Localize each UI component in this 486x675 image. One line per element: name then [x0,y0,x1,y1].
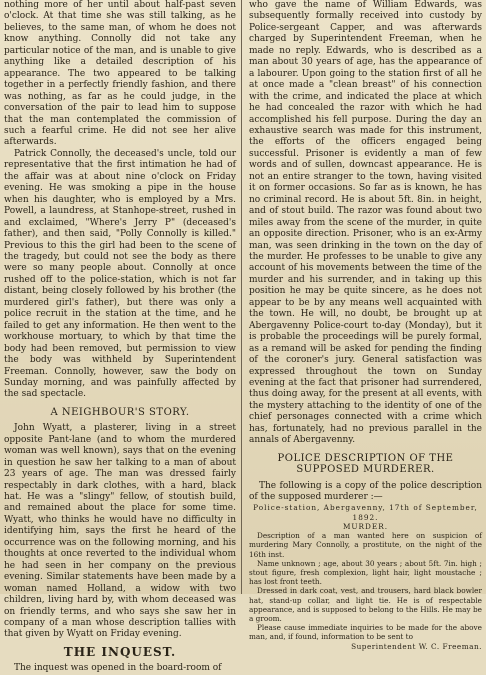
section-heading-neighbour-story: A NEIGHBOUR'S STORY. [50,406,190,418]
notice-title: MURDER. [342,521,389,531]
article-paragraph: The inquest was opened in the board-room of [14,663,222,674]
article-paragraph: John Wyatt, a plasterer, living in a street opposite Pant-lane (and to whom the murdered woman was well known), says that on the evening in question he saw her talking to a man of about 23 years of age. The man was dressed fairly respectably in dark clothes, with a hard, black hat. He was a "slingy" fellow, of stoutish build, and remained about the place for some time. Wyatt, who thinks he would have no difficulty in identifying him, says the first he heard of the occurrence was on the following morning, and his thoughts at once reverted to the individual whom he had seen in her company on the previous evening. Similar statements have been made by a woman named Holland, a widow with two children, living hard by, with whom deceased was on friendly terms, and who says she saw her in company of a man whose description tallies with that given by Wyatt on Friday evening. [4,423,236,640]
column-rule [241,0,242,594]
police-notice [249,503,482,650]
notice-paragraph: Please cause immediate inquiries to be made for the above man, and, if found, information to be sent to [249,623,482,642]
section-heading-police-description: POLICE DESCRIPTION OF THE SUPPOSED MURDERER. [277,452,454,476]
notice-dateline: Police-station, Abergavenny, 17th of September, 1892. [253,503,478,522]
article-paragraph: who gave the name of William Edwards, was subsequently formally received into custody by Police-sergeant Capper, and was afterwards charged by Superintendent Freeman, when he made no reply. Edwards, who is described as a man about 30 years of age, has the appearance of a labourer. Upon going to the station first of all he at once made a "clean breast" of his connection with the crime, and indicated the place at which he had concealed the razor with which he had accomplished his fell purpose. During the day an exhaustive search was made for this instrument, the efforts of the officers engaged being successful. Prisoner is evidently a man of few words and of sullen, downcast appearance. He is not an entire stranger to the town, having visited it on former occasions. So far as is known, he has no criminal record. He is about 5ft. 8in. in height, and of stout build. The razor was found about two miles away from the scene of the murder, in quite an opposite direction. Prisoner, who is an ex-Army man, was seen drinking in the town on the day of the murder. He professes to be unable to give any account of his movements between the time of the murder and his surrender, and in taking up this position he may be quite sincere, as he does not appear to be by any means well acquainted with the town. He will, no doubt, be brought up at Abergavenny Police-court to-day (Monday), but it is probable the proceedings will be purely formal, as a remand will be asked for pending the finding of the coroner's jury. General satisfaction was expressed throughout the town on Sunday evening at the fact that prisoner had surrendered, thus doing away, for the present at all events, with the mystery attaching to the identity of one of the chief personages connected with a crime which has, fortunately, had no previous parallel in the annals of Abergavenny. [249,0,482,446]
notice-paragraph: Description of a man wanted here on suspicion of murdering Mary Connolly, a prostitute, on the night of the 16th inst. [249,531,482,559]
notice-signature: Superintendent W. C. Freeman. [351,641,482,651]
section-heading-inquest: THE INQUEST. [63,644,177,659]
article-paragraph: Patrick Connolly, the deceased's uncle, told our representative that the first intimation he had of the affair was at about nine o'clock on Friday evening. He was smoking a pipe in the house when his daughter, who is employed by a Mrs. Powell, a laundress, at Stanhope-street, rushed in and exclaimed, "Where's Jerry P" (deceased's father), and then said, "Polly Connolly is killed." Previous to this the girl had been to the scene of the tragedy, but could not see the body as there were so many people about. Connolly at once rushed off to the police-station, which is not far distant, being closely followed by his brother (the murdered girl's father), but there was only a police recruit in the station at the time, and he failed to get any information. He then went to the workhouse mortuary, to which by that time the body had been removed, but permission to view the body was withheld by Superintendent Freeman. Connolly, however, saw the body on Sunday morning, and was painfully affected by the sad spectacle. [4,148,236,400]
article-paragraph: nothing more of her until about half-past seven o'clock. At that time she was still talking, as he believes, to the same man, of whom he does not know anything. Connolly did not take any particular notice of the man, and is unable to give anything like a detailed description of his appearance. The two appeared to be talking together in a perfectly friendly fashion, and there was nothing, as far as he could judge, in the conversation of the pair to lead him to suppose that the man contemplated the commission of such a fearful crime. He did not see her alive afterwards. [4,0,236,148]
right-column [249,0,482,651]
left-column [4,0,236,674]
notice-paragraph: Name unknown ; age, about 30 years ; about 5ft. 7in. high ; stout figure, fresh complexion, light hair, light moustache ; has lost front teeth. [249,558,482,587]
article-paragraph: The following is a copy of the police description of the supposed murderer :— [249,480,482,503]
notice-paragraph: Dressed in dark coat, vest, and trousers, hard black bowler hat, stand-up collar, and light tie. He is of respectable appearance, and is supposed to belong to the Hills. He may be a groom. [249,586,482,623]
